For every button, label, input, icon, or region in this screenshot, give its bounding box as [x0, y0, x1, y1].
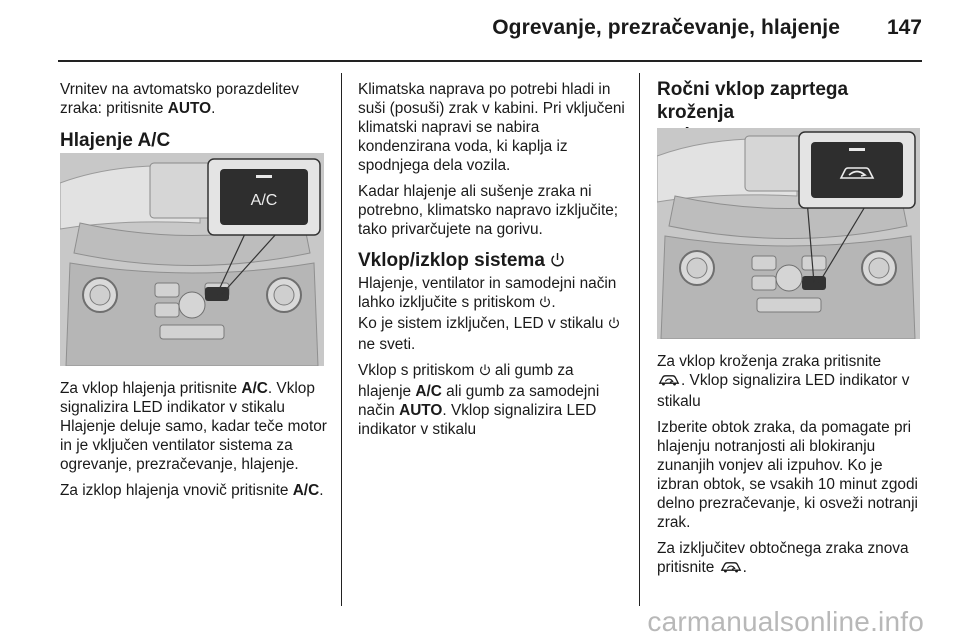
paragraph-text: ali gumb za samodejni način [358, 383, 600, 419]
heading-text: Ročni vklop zaprtega kroženja [657, 79, 849, 123]
column-3-lower [657, 352, 923, 586]
paragraph-text: Za vklop hlajenja pritisnite [60, 380, 242, 397]
column-2 [358, 80, 626, 446]
paragraph-text: . Vklop signalizira LED indikator v stikalu Hlajenje deluje samo, kadar teče motor in je vključen ventilator sistema za ogrevanje, prezračevanje, hlajenje. [60, 380, 327, 473]
paragraph-text: Vklop s pritiskom [358, 362, 479, 379]
paragraph-text: Za vklop kroženja zraka pritisnite [657, 353, 882, 370]
bold-term: AUTO [167, 100, 212, 117]
power-icon [479, 363, 491, 382]
column-1-lower [60, 379, 328, 507]
ac-enable-paragraph [60, 379, 328, 474]
paragraph-text: . [319, 482, 324, 499]
paragraph-text: Hlajenje, ventilator in samodejni način lahko izključite s pritiskom [358, 275, 617, 311]
header-rule [58, 60, 922, 62]
air-recirculation-icon [719, 559, 743, 579]
auto-return-paragraph [60, 80, 328, 118]
watermark: carmanualsonline.info [647, 606, 924, 637]
system-off-paragraph [358, 274, 626, 354]
recirculation-off-paragraph [657, 539, 923, 579]
column-divider-1 [341, 73, 342, 606]
air-recirculation-icon [657, 372, 681, 392]
power-icon [608, 316, 620, 335]
paragraph-text: Za izključitev obtočnega zraka znova pritisnite [657, 540, 909, 576]
paragraph-text: Za izklop hlajenja vnovič pritisnite [60, 482, 293, 499]
bold-term: A/C [241, 380, 268, 397]
paragraph-text: . Vklop signalizira LED indikator v stikalu [358, 402, 597, 438]
recirculation-button-figure [657, 128, 920, 339]
paragraph-text: . [211, 100, 216, 117]
recirculation-info-paragraph: Izberite obtok zraka, da pomagate pri hlajenju notranjosti ali blokiranju zunanjih vonjev ali izpuhov. Ko je izbran obtok, se vsakih 10 minut zgodi delno prezračevanje, ki osveži notranji zrak. [657, 419, 918, 531]
power-icon [539, 295, 551, 314]
system-on-paragraph [358, 361, 626, 439]
column-1 [60, 80, 328, 152]
recirculation-on-paragraph [657, 352, 923, 411]
ac-button-figure [60, 153, 324, 366]
paragraph-text: . [742, 559, 747, 576]
power-icon [550, 251, 565, 274]
heading-text: Vklop/izklop sistema [358, 250, 545, 271]
ac-disable-paragraph [60, 481, 328, 500]
fuel-saving-paragraph: Kadar hlajenje ali sušenje zraka ni potrebno, klimatsko napravo izključite; tako privarčujete na gorivu. [358, 183, 619, 238]
bold-term: A/C [415, 383, 442, 400]
paragraph-text: . Vklop signalizira LED indikator v stikalu [657, 372, 910, 410]
figure-button-label: A/C [250, 192, 278, 209]
paragraph-text: Ko je sistem izključen, LED v stikalu [358, 315, 608, 332]
column-divider-2 [639, 73, 640, 606]
bold-term: A/C [292, 482, 320, 499]
section-heading-system [358, 249, 626, 274]
bold-term: AUTO [399, 402, 443, 419]
page-number: 147 [886, 16, 922, 39]
paragraph-text: Vrnitev na avtomatsko porazdelitev zraka: pritisnite [60, 81, 299, 117]
ac-description-paragraph: Klimatska naprava po potrebi hladi in suši (posuši) zrak v kabini. Pri vključeni klimatski napravi se nabira kondenzirana voda, ki kaplja iz spodnjega dela vozila. [358, 81, 625, 174]
page-header-title: Ogrevanje, prezračevanje, hlajenje [492, 16, 840, 39]
paragraph-text: ne sveti. [358, 336, 416, 353]
paragraph-text: ali gumb za hlajenje [358, 362, 574, 400]
section-heading-ac: Hlajenje A/C [60, 130, 171, 151]
paragraph-text: . [551, 294, 556, 311]
